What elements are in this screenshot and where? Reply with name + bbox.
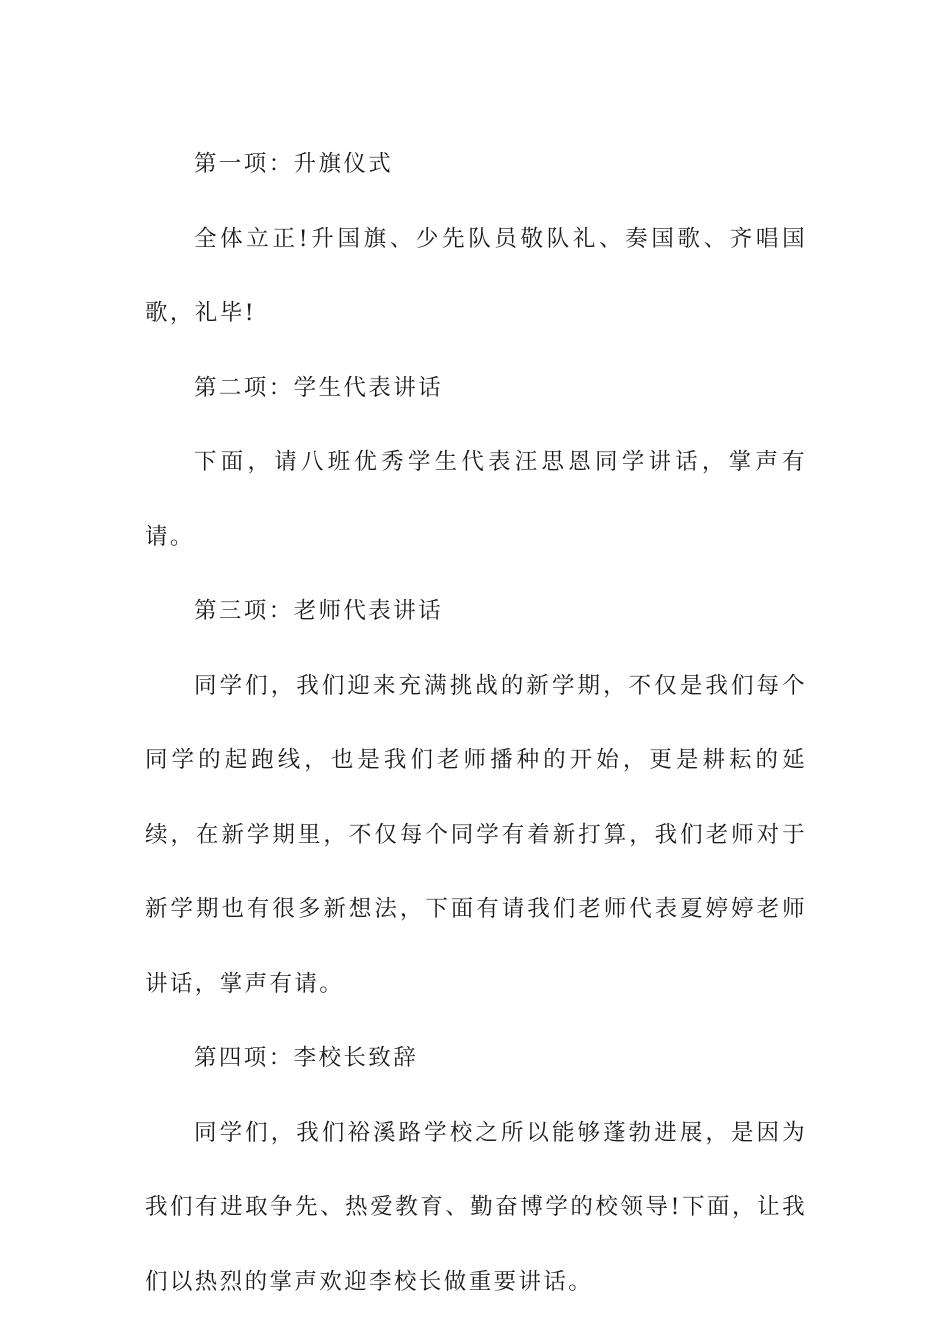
section-heading-principal-speech: 第四项：李校长致辞: [194, 1045, 419, 1071]
paragraph-student-speech: 下面，请八班优秀学生代表汪思恩同学讲话，掌声有请。: [145, 449, 807, 550]
document-body: [145, 127, 807, 1319]
paragraph-flag-raising: 全体立正!升国旗、少先队员敬队礼、奏国歌、齐唱国歌，礼毕!: [145, 225, 807, 326]
section-heading-teacher-speech: 第三项：老师代表讲话: [194, 598, 444, 624]
section-heading-student-speech: 第二项：学生代表讲话: [194, 374, 444, 401]
paragraph-principal-speech: 同学们，我们裕溪路学校之所以能够蓬勃进展，是因为我们有进取争先、热爱教育、勤奋博学的校领导!下面，让我们以热烈的掌声欢迎李校长做重要讲话。: [145, 1119, 807, 1295]
section-heading-flag-raising: 第一项：升旗仪式: [194, 151, 394, 177]
paragraph-teacher-speech: 同学们，我们迎来充满挑战的新学期，不仅是我们每个同学的起跑线，也是我们老师播种的开始，更是耕耘的延续，在新学期里，不仅每个同学有着新打算，我们老师对于新学期也有很多新想法，下面有请我们老师代表夏婷婷老师讲话，掌声有请。: [145, 672, 807, 997]
